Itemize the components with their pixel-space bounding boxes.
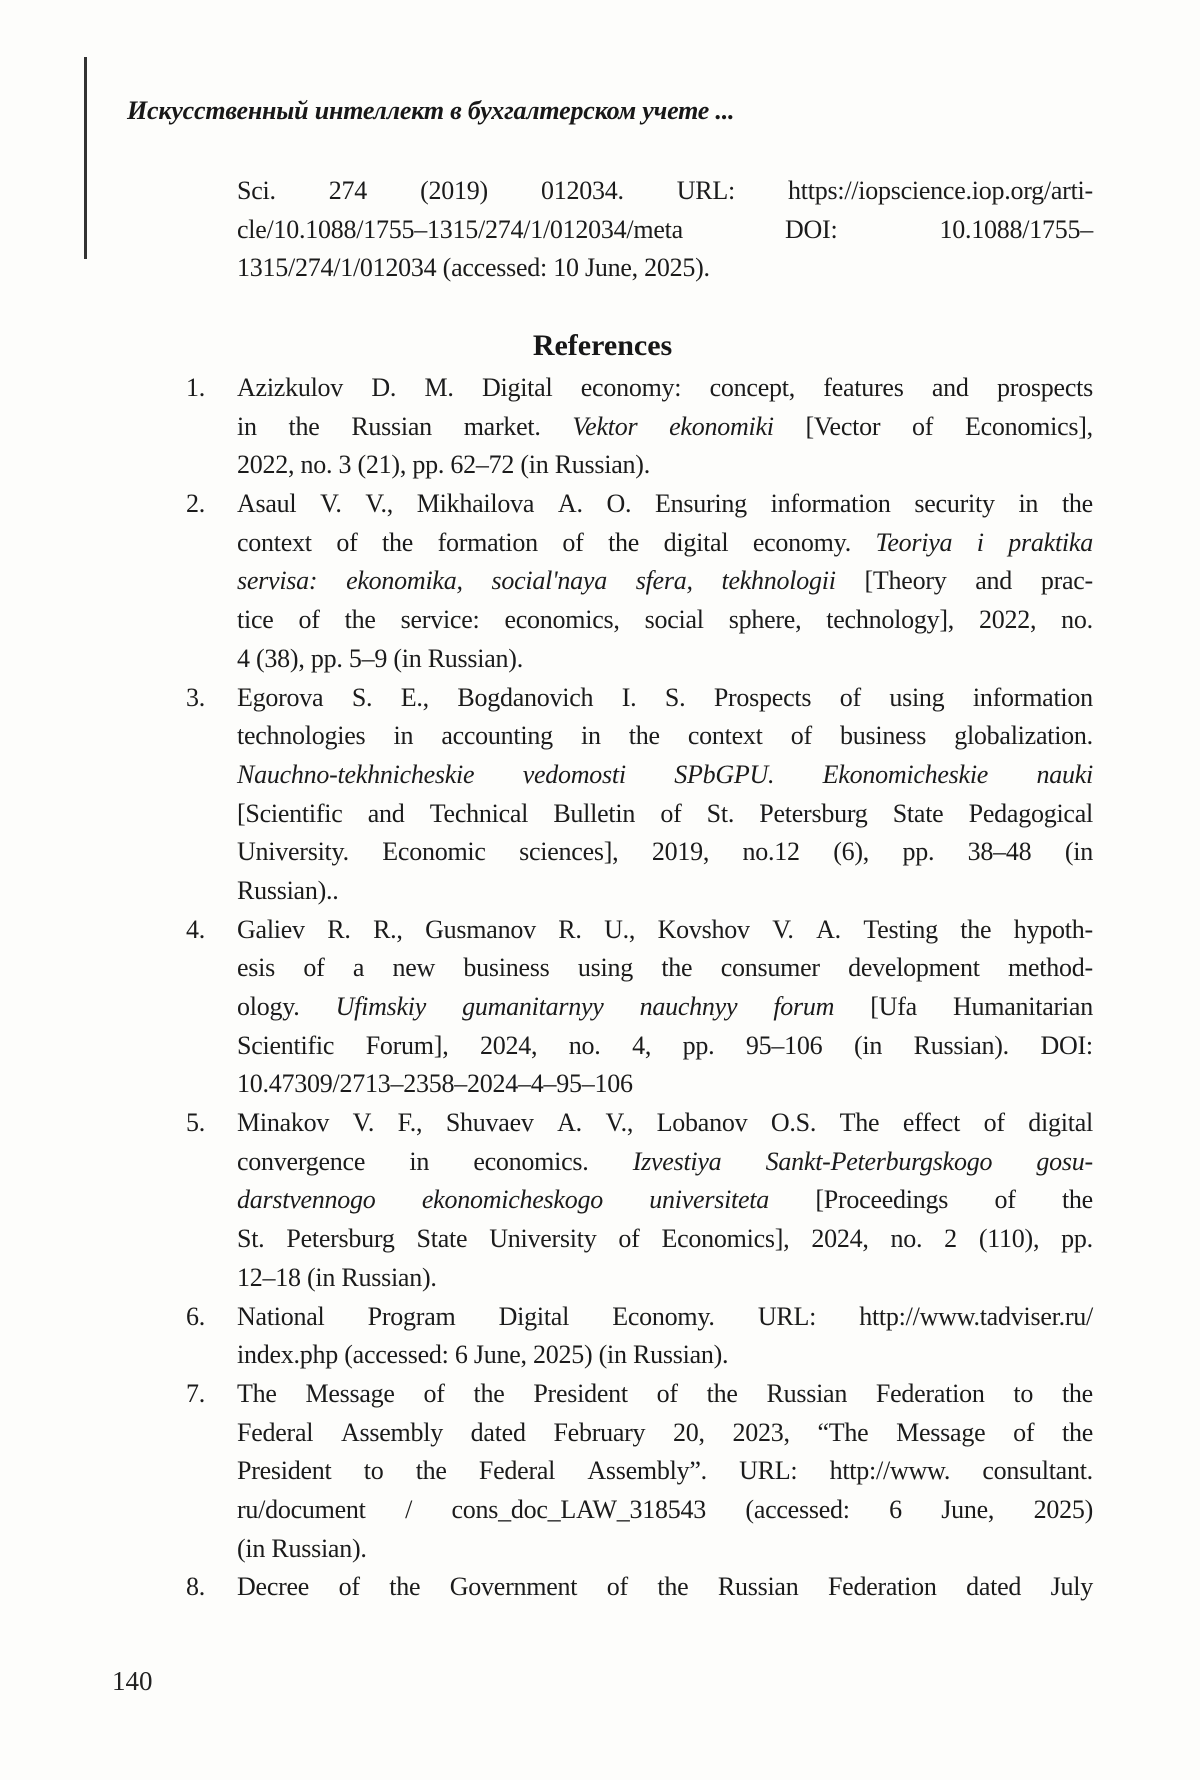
text-line: Decree of the Government of the Russian Federation dated July [237, 1572, 1093, 1602]
text-line: context of the formation of the digital economy. Teoriya i praktika [237, 527, 1093, 557]
text-line: tice of the service: economics, social sphere, technology], 2022, no. [237, 605, 1093, 635]
text-line: ology. Ufimskiy gumanitarnyy nauchnyy forum [Ufa Humanitarian [237, 992, 1093, 1021]
text-line: [Scientific and Technical Bulletin of St. Petersburg State Pedagogical [237, 798, 1093, 828]
text-line: ru/document / cons_doc_LAW_318543 (accessed: 6 June, 2025) [237, 1494, 1093, 1524]
text-line: darstvennogo ekonomicheskogo universiteta [Proceedings of the [237, 1185, 1093, 1215]
reference-text [237, 679, 1093, 911]
reference-text [237, 1298, 1093, 1375]
text-line: technologies in accounting in the context of business globalization. [237, 721, 1093, 751]
text-line: Galiev R. R., Gusmanov R. U., Kovshov V. A. Testing the hypoth- [237, 914, 1093, 944]
text-line: Egorova S. E., Bogdanovich I. S. Prospects of using information [237, 682, 1093, 712]
reference-item [186, 1568, 1093, 1607]
text-line: index.php (accessed: 6 June, 2025) (in Russian). [237, 1340, 729, 1370]
intro-paragraph [237, 172, 1093, 288]
text-line: University. Economic sciences], 2019, no.12 (6), pp. 38–48 (in [237, 837, 1093, 867]
reference-item [186, 1375, 1093, 1568]
reference-item [186, 485, 1093, 678]
text-line: Azizkulov D. M. Digital economy: concept, features and prospects [237, 373, 1093, 402]
page-number: 140 [112, 1666, 153, 1696]
reference-number: 6. [186, 1301, 205, 1331]
reference-text [237, 1104, 1093, 1297]
reference-number: 7. [186, 1378, 205, 1408]
text-line: The Message of the President of the Russian Federation to the [237, 1378, 1093, 1408]
reference-text [237, 369, 1093, 485]
text-line: servisa: ekonomika, social'naya sfera, tekhnologii [Theory and prac- [237, 566, 1093, 596]
text-line: convergence in economics. Izvestiya Sankt-Peterburgskogo gosu- [237, 1146, 1093, 1176]
text-line: esis of a new business using the consumer development method- [237, 953, 1093, 983]
text-line: cle/10.1088/1755–1315/274/1/012034/meta DOI: 10.1088/1755– [237, 214, 1093, 244]
text-line: Russian).. [237, 875, 339, 905]
text-line: 4 (38), pp. 5–9 (in Russian). [237, 643, 523, 673]
text-line: President to the Federal Assembly”. URL: http://www. consultant. [237, 1456, 1093, 1486]
reference-number: 2. [186, 489, 205, 519]
text-line: Sci. 274 (2019) 012034. URL: https://iopscience.iop.org/arti- [237, 176, 1093, 205]
text-line: Federal Assembly dated February 20, 2023, “The Message of the [237, 1417, 1093, 1447]
text-line: (in Russian). [237, 1533, 367, 1563]
reference-text [237, 911, 1093, 1104]
reference-text [237, 1375, 1093, 1568]
text-line: 1315/274/1/012034 (accessed: 10 June, 2025). [237, 253, 710, 283]
reference-text [237, 1568, 1093, 1607]
reference-number: 8. [186, 1572, 205, 1602]
margin-rule [84, 57, 87, 259]
text-line: 10.47309/2713–2358–2024–4–95–106 [237, 1069, 633, 1099]
reference-item [186, 1104, 1093, 1297]
reference-number: 4. [186, 914, 205, 944]
text-line: St. Petersburg State University of Economics], 2024, no. 2 (110), pp. [237, 1224, 1093, 1254]
text-line: Nauchno-tekhnicheskie vedomosti SPbGPU. Ekonomicheskie nauki [237, 759, 1093, 789]
text-line: Minakov V. F., Shuvaev A. V., Lobanov O.S. The effect of digital [237, 1108, 1093, 1138]
reference-number: 5. [186, 1108, 205, 1138]
text-line: in the Russian market. Vektor ekonomiki [Vector of Economics], [237, 411, 1093, 441]
text-line: Scientific Forum], 2024, no. 4, pp. 95–106 (in Russian). DOI: [237, 1030, 1093, 1060]
reference-item [186, 369, 1093, 485]
running-header: Искусственный интеллект в бухгалтерском учете ... [127, 96, 735, 125]
references-list [186, 369, 1093, 1607]
reference-number: 1. [186, 373, 205, 402]
text-line: Asaul V. V., Mikhailova A. O. Ensuring information security in the [237, 489, 1093, 519]
text-line: National Program Digital Economy. URL: http://www.tadviser.ru/ [237, 1301, 1093, 1331]
text-line: 12–18 (in Russian). [237, 1262, 437, 1292]
reference-item [186, 679, 1093, 911]
reference-item [186, 1298, 1093, 1375]
reference-number: 3. [186, 682, 205, 712]
references-heading: References [532, 329, 673, 362]
reference-text [237, 485, 1093, 678]
text-line: 2022, no. 3 (21), pp. 62–72 (in Russian). [237, 450, 650, 480]
reference-item [186, 911, 1093, 1104]
